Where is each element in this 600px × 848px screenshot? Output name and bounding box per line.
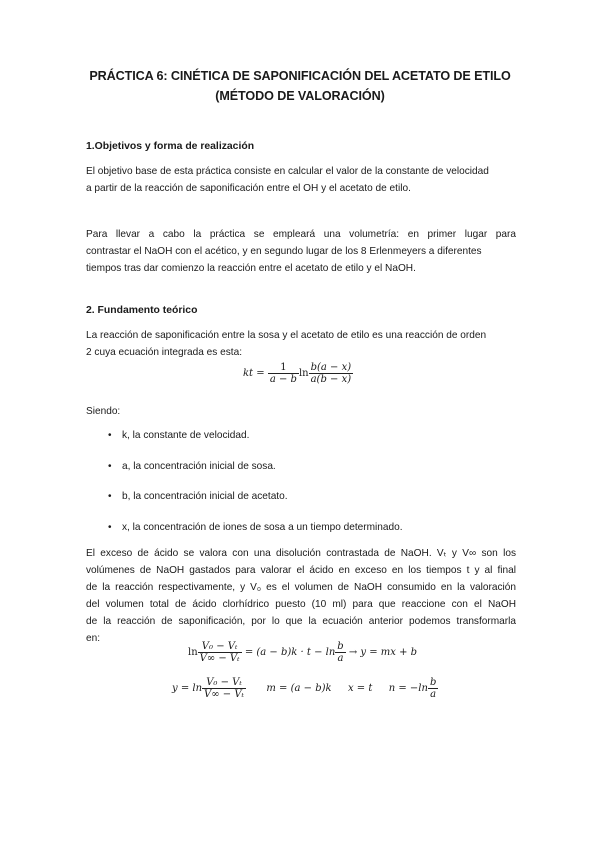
eq1-ln: ln <box>298 368 309 379</box>
eq1-frac1-num: 1 <box>268 362 299 374</box>
section2-paragraph3 <box>86 545 516 647</box>
text-line: de la reacción respectivamente, y V₀ es el volumen de NaOH consumido en la valoración <box>86 582 516 593</box>
bullet-k: k, la constante de velocidad. <box>122 430 250 441</box>
siendo-label: Siendo: <box>86 406 121 417</box>
eq2-middle: = (a − b)k · t − ln <box>244 647 336 658</box>
text-line: El exceso de ácido se valora con una disolución contrastada de NaOH. Vₜ y V∞ son los <box>86 548 516 559</box>
eq3-frac-den: V∞ − Vₜ <box>204 689 245 700</box>
text-line: a partir de la reacción de saponificación entre el OH y el acetato de etilo. <box>86 183 411 194</box>
text-line: Para llevar a cabo la práctica se empleará una volumetría: en primer lugar para <box>86 229 516 240</box>
equation-definitions <box>172 677 438 700</box>
bullet-x: x, la concentración de iones de sosa a un tiempo determinado. <box>122 522 403 533</box>
eq3-fracb-num: b <box>429 677 437 688</box>
section1-heading: 1.Objetivos y forma de realización <box>86 141 255 152</box>
text-line: en: <box>86 633 101 644</box>
text-line: 2 cuya ecuación integrada es esta: <box>86 347 242 358</box>
eq3-fraction-b <box>428 677 438 700</box>
section2-heading: 2. Fundamento teórico <box>86 305 198 316</box>
eq1-frac1-den: a − b <box>269 374 297 385</box>
eq3-frac-num: V₀ − Vₜ <box>202 677 246 689</box>
page-title: PRÁCTICA 6: CINÉTICA DE SAPONIFICACIÓN DEL ACETATO DE ETILO <box>89 69 511 83</box>
bullet-icon: • <box>108 522 112 533</box>
eq3-n: n = −ln <box>388 683 428 694</box>
bullet-a: a, la concentración inicial de sosa. <box>122 461 276 472</box>
eq1-fraction1 <box>268 362 299 385</box>
eq2-frac-num: V₀ − Vₜ <box>198 641 242 653</box>
eq3-fracb-den: a <box>430 689 437 700</box>
eq3-x: x = t <box>347 683 373 694</box>
text-line: del volumen total de ácido clorhídrico puesto (10 ml) para que reaccione con el NaOH <box>86 599 516 610</box>
text-line: contrastar el NaOH con el acético, y en segundo lugar de los 8 Erlenmeyers a diferentes <box>86 246 482 257</box>
eq3-m: m = (a − b)k <box>266 683 332 694</box>
eq3-y: y = ln <box>172 683 203 694</box>
eq2-fracb-den: a <box>337 653 344 664</box>
bullet-icon: • <box>108 461 112 472</box>
equation-integrated-rate <box>243 362 353 385</box>
bullet-b: b, la concentración inicial de acetato. <box>122 491 288 502</box>
text-line: tiempos tras dar comienzo la reacción entre el acetato de etilo y el NaOH. <box>86 263 416 274</box>
eq2-ln: ln <box>188 647 198 658</box>
eq1-fraction2 <box>309 362 354 385</box>
text-line: volúmenes de NaOH gastados para valorar el ácido en exceso en los tiempos t y al final <box>86 565 516 576</box>
text-line: La reacción de saponificación entre la sosa y el acetato de etilo es una reacción de orden <box>86 330 487 341</box>
eq2-tail: → y = mx + b <box>348 647 418 658</box>
eq3-fraction <box>202 677 246 700</box>
bullet-icon: • <box>108 491 112 502</box>
section2-intro <box>86 327 516 361</box>
equation-linearized <box>188 641 417 664</box>
bullet-icon: • <box>108 430 112 441</box>
text-line: El objetivo base de esta práctica consiste en calcular el valor de la constante de velocidad <box>86 166 489 177</box>
eq1-lhs: kt = <box>243 368 265 379</box>
eq1-frac2-num: b(a − x) <box>310 362 352 373</box>
eq1-frac2-den: a(b − x) <box>310 374 352 385</box>
section1-paragraph2 <box>86 226 516 277</box>
section1-paragraph1 <box>86 163 516 197</box>
eq2-fraction <box>198 641 242 664</box>
eq2-frac-den: V∞ − Vₜ <box>199 653 240 664</box>
eq2-fracb-num: b <box>337 641 344 652</box>
eq2-fraction-b <box>335 641 345 664</box>
page-subtitle: (MÉTODO DE VALORACIÓN) <box>215 89 385 103</box>
text-line: de la reacción de saponificación, por lo que la ecuación anterior podemos transformarla <box>86 616 516 627</box>
